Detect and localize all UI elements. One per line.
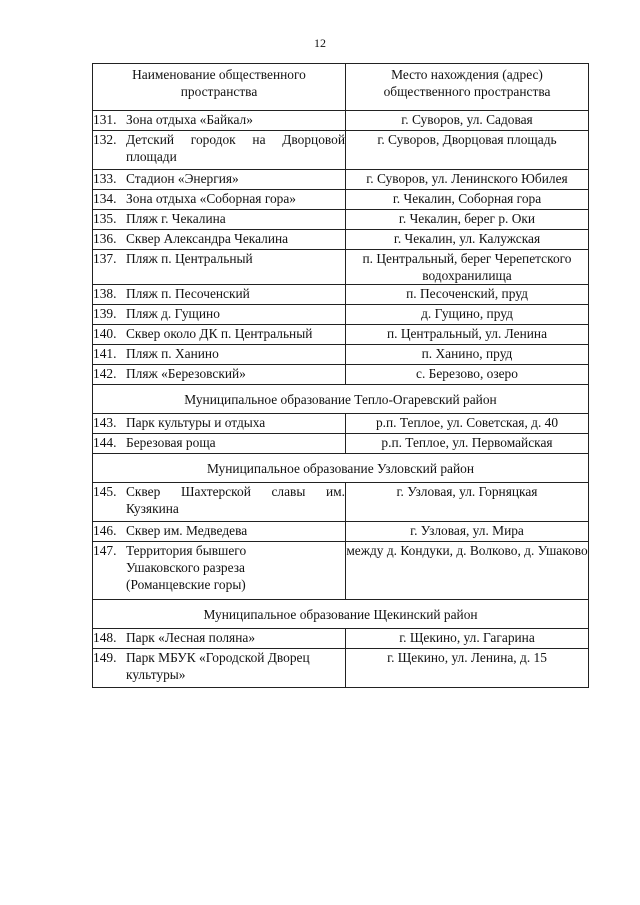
space-address-cell: г. Чекалин, Соборная гора: [346, 190, 589, 210]
table-row: [93, 649, 589, 688]
public-spaces-table: [92, 63, 589, 688]
row-number: 143.: [93, 415, 117, 430]
space-name-cell: [93, 434, 346, 454]
table-row: [93, 250, 589, 285]
space-name: площади: [126, 149, 177, 164]
space-name: культуры»: [126, 667, 186, 682]
space-name: Территория бывшего: [126, 543, 247, 558]
space-address-cell: д. Гущино, пруд: [346, 305, 589, 325]
space-name: Пляж п. Песоченский: [126, 286, 250, 301]
space-name-cell: [93, 111, 346, 131]
table-row: [93, 542, 589, 600]
space-address-cell: п. Центральный, берег Черепетского водохранилища: [346, 250, 589, 285]
row-number: 137.: [93, 251, 117, 266]
space-address-cell: г. Суворов, Дворцовая площадь: [346, 131, 589, 170]
space-name: Зона отдыха «Соборная гора»: [126, 191, 297, 206]
row-number: 134.: [93, 191, 117, 206]
row-number: 139.: [93, 306, 117, 321]
space-address-cell: г. Узловая, ул. Мира: [346, 522, 589, 542]
space-address-cell: г. Щекино, ул. Ленина, д. 15: [346, 649, 589, 688]
section-title: Муниципальное образование Узловский район: [93, 454, 589, 483]
row-number: 142.: [93, 366, 117, 381]
space-name-cell: [93, 345, 346, 365]
space-name-cell: [93, 305, 346, 325]
space-name: Пляж п. Центральный: [126, 251, 253, 266]
page-number: 12: [314, 36, 326, 50]
space-name: Стадион «Энергия»: [126, 171, 239, 186]
space-name-cell: [93, 542, 346, 600]
space-name: Пляж г. Чекалина: [126, 211, 226, 226]
space-address-cell: г. Суворов, ул. Ленинского Юбилея: [346, 170, 589, 190]
table-row: [93, 434, 589, 454]
space-address-cell: г. Чекалин, берег р. Оки: [346, 210, 589, 230]
space-name: Детский городок на Дворцовой: [126, 132, 345, 147]
space-name: Сквер Шахтерской славы им.: [126, 484, 345, 499]
space-name-cell: [93, 414, 346, 434]
space-name-cell: [93, 325, 346, 345]
space-address-cell: между д. Кондуки, д. Волково, д. Ушаково: [346, 542, 589, 600]
space-name: Зона отдыха «Байкал»: [126, 112, 253, 127]
header-name-column: Наименование общественного пространства: [93, 64, 346, 111]
table-row: [93, 483, 589, 522]
space-name-cell: [93, 522, 346, 542]
space-name-cell: [93, 170, 346, 190]
section-row: [93, 385, 589, 414]
table-row: [93, 305, 589, 325]
table-row: [93, 111, 589, 131]
table-row: [93, 345, 589, 365]
table-row: [93, 629, 589, 649]
space-name-cell: [93, 190, 346, 210]
row-number: 138.: [93, 286, 117, 301]
space-name: Пляж п. Ханино: [126, 346, 219, 361]
space-name: (Романцевские горы): [126, 577, 246, 592]
row-number: 147.: [93, 543, 117, 558]
table-row: [93, 190, 589, 210]
table-row: [93, 325, 589, 345]
row-number: 146.: [93, 523, 117, 538]
space-name: Пляж «Березовский»: [126, 366, 246, 381]
row-number: 141.: [93, 346, 117, 361]
space-name: Ушаковского разреза: [126, 560, 245, 575]
row-number: 136.: [93, 231, 117, 246]
row-number: 140.: [93, 326, 117, 341]
table-row: [93, 210, 589, 230]
space-name-cell: [93, 285, 346, 305]
space-address-cell: г. Суворов, ул. Садовая: [346, 111, 589, 131]
row-number: 135.: [93, 211, 117, 226]
space-address-cell: г. Щекино, ул. Гагарина: [346, 629, 589, 649]
header-address-column: Место нахождения (адрес) общественного пространства: [346, 64, 589, 111]
space-name: Парк «Лесная поляна»: [126, 630, 256, 645]
space-name: Парк МБУК «Городской Дворец: [126, 650, 310, 665]
space-name-cell: [93, 131, 346, 170]
table-row: [93, 131, 589, 170]
row-number: 131.: [93, 112, 117, 127]
table-header-row: [93, 64, 589, 111]
space-address-cell: п. Песоченский, пруд: [346, 285, 589, 305]
space-name: Сквер Александра Чекалина: [126, 231, 289, 246]
row-number: 133.: [93, 171, 117, 186]
space-name: Сквер около ДК п. Центральный: [126, 326, 313, 341]
table-row: [93, 414, 589, 434]
space-name-cell: [93, 230, 346, 250]
row-number: 132.: [93, 132, 117, 147]
space-name: Сквер им. Медведева: [126, 523, 248, 538]
space-name: Березовая роща: [126, 435, 216, 450]
section-title: Муниципальное образование Тепло-Огаревский район: [93, 385, 589, 414]
space-address-cell: п. Центральный, ул. Ленина: [346, 325, 589, 345]
space-name-cell: [93, 649, 346, 688]
space-address-cell: г. Чекалин, ул. Калужская: [346, 230, 589, 250]
section-row: [93, 600, 589, 629]
table-row: [93, 365, 589, 385]
space-name: Парк культуры и отдыха: [126, 415, 266, 430]
space-name: Пляж д. Гущино: [126, 306, 220, 321]
section-row: [93, 454, 589, 483]
space-name: Кузякина: [126, 501, 179, 516]
space-name-cell: [93, 250, 346, 285]
row-number: 145.: [93, 484, 117, 499]
row-number: 144.: [93, 435, 117, 450]
space-name-cell: [93, 483, 346, 522]
space-name-cell: [93, 365, 346, 385]
row-number: 148.: [93, 630, 117, 645]
table-row: [93, 522, 589, 542]
section-title: Муниципальное образование Щекинский район: [93, 600, 589, 629]
space-address-cell: с. Березово, озеро: [346, 365, 589, 385]
space-address-cell: п. Ханино, пруд: [346, 345, 589, 365]
table-row: [93, 285, 589, 305]
space-name-cell: [93, 629, 346, 649]
table-row: [93, 230, 589, 250]
space-address-cell: р.п. Теплое, ул. Советская, д. 40: [346, 414, 589, 434]
table-row: [93, 170, 589, 190]
space-name-cell: [93, 210, 346, 230]
space-address-cell: р.п. Теплое, ул. Первомайская: [346, 434, 589, 454]
space-address-cell: г. Узловая, ул. Горняцкая: [346, 483, 589, 522]
row-number: 149.: [93, 650, 117, 665]
